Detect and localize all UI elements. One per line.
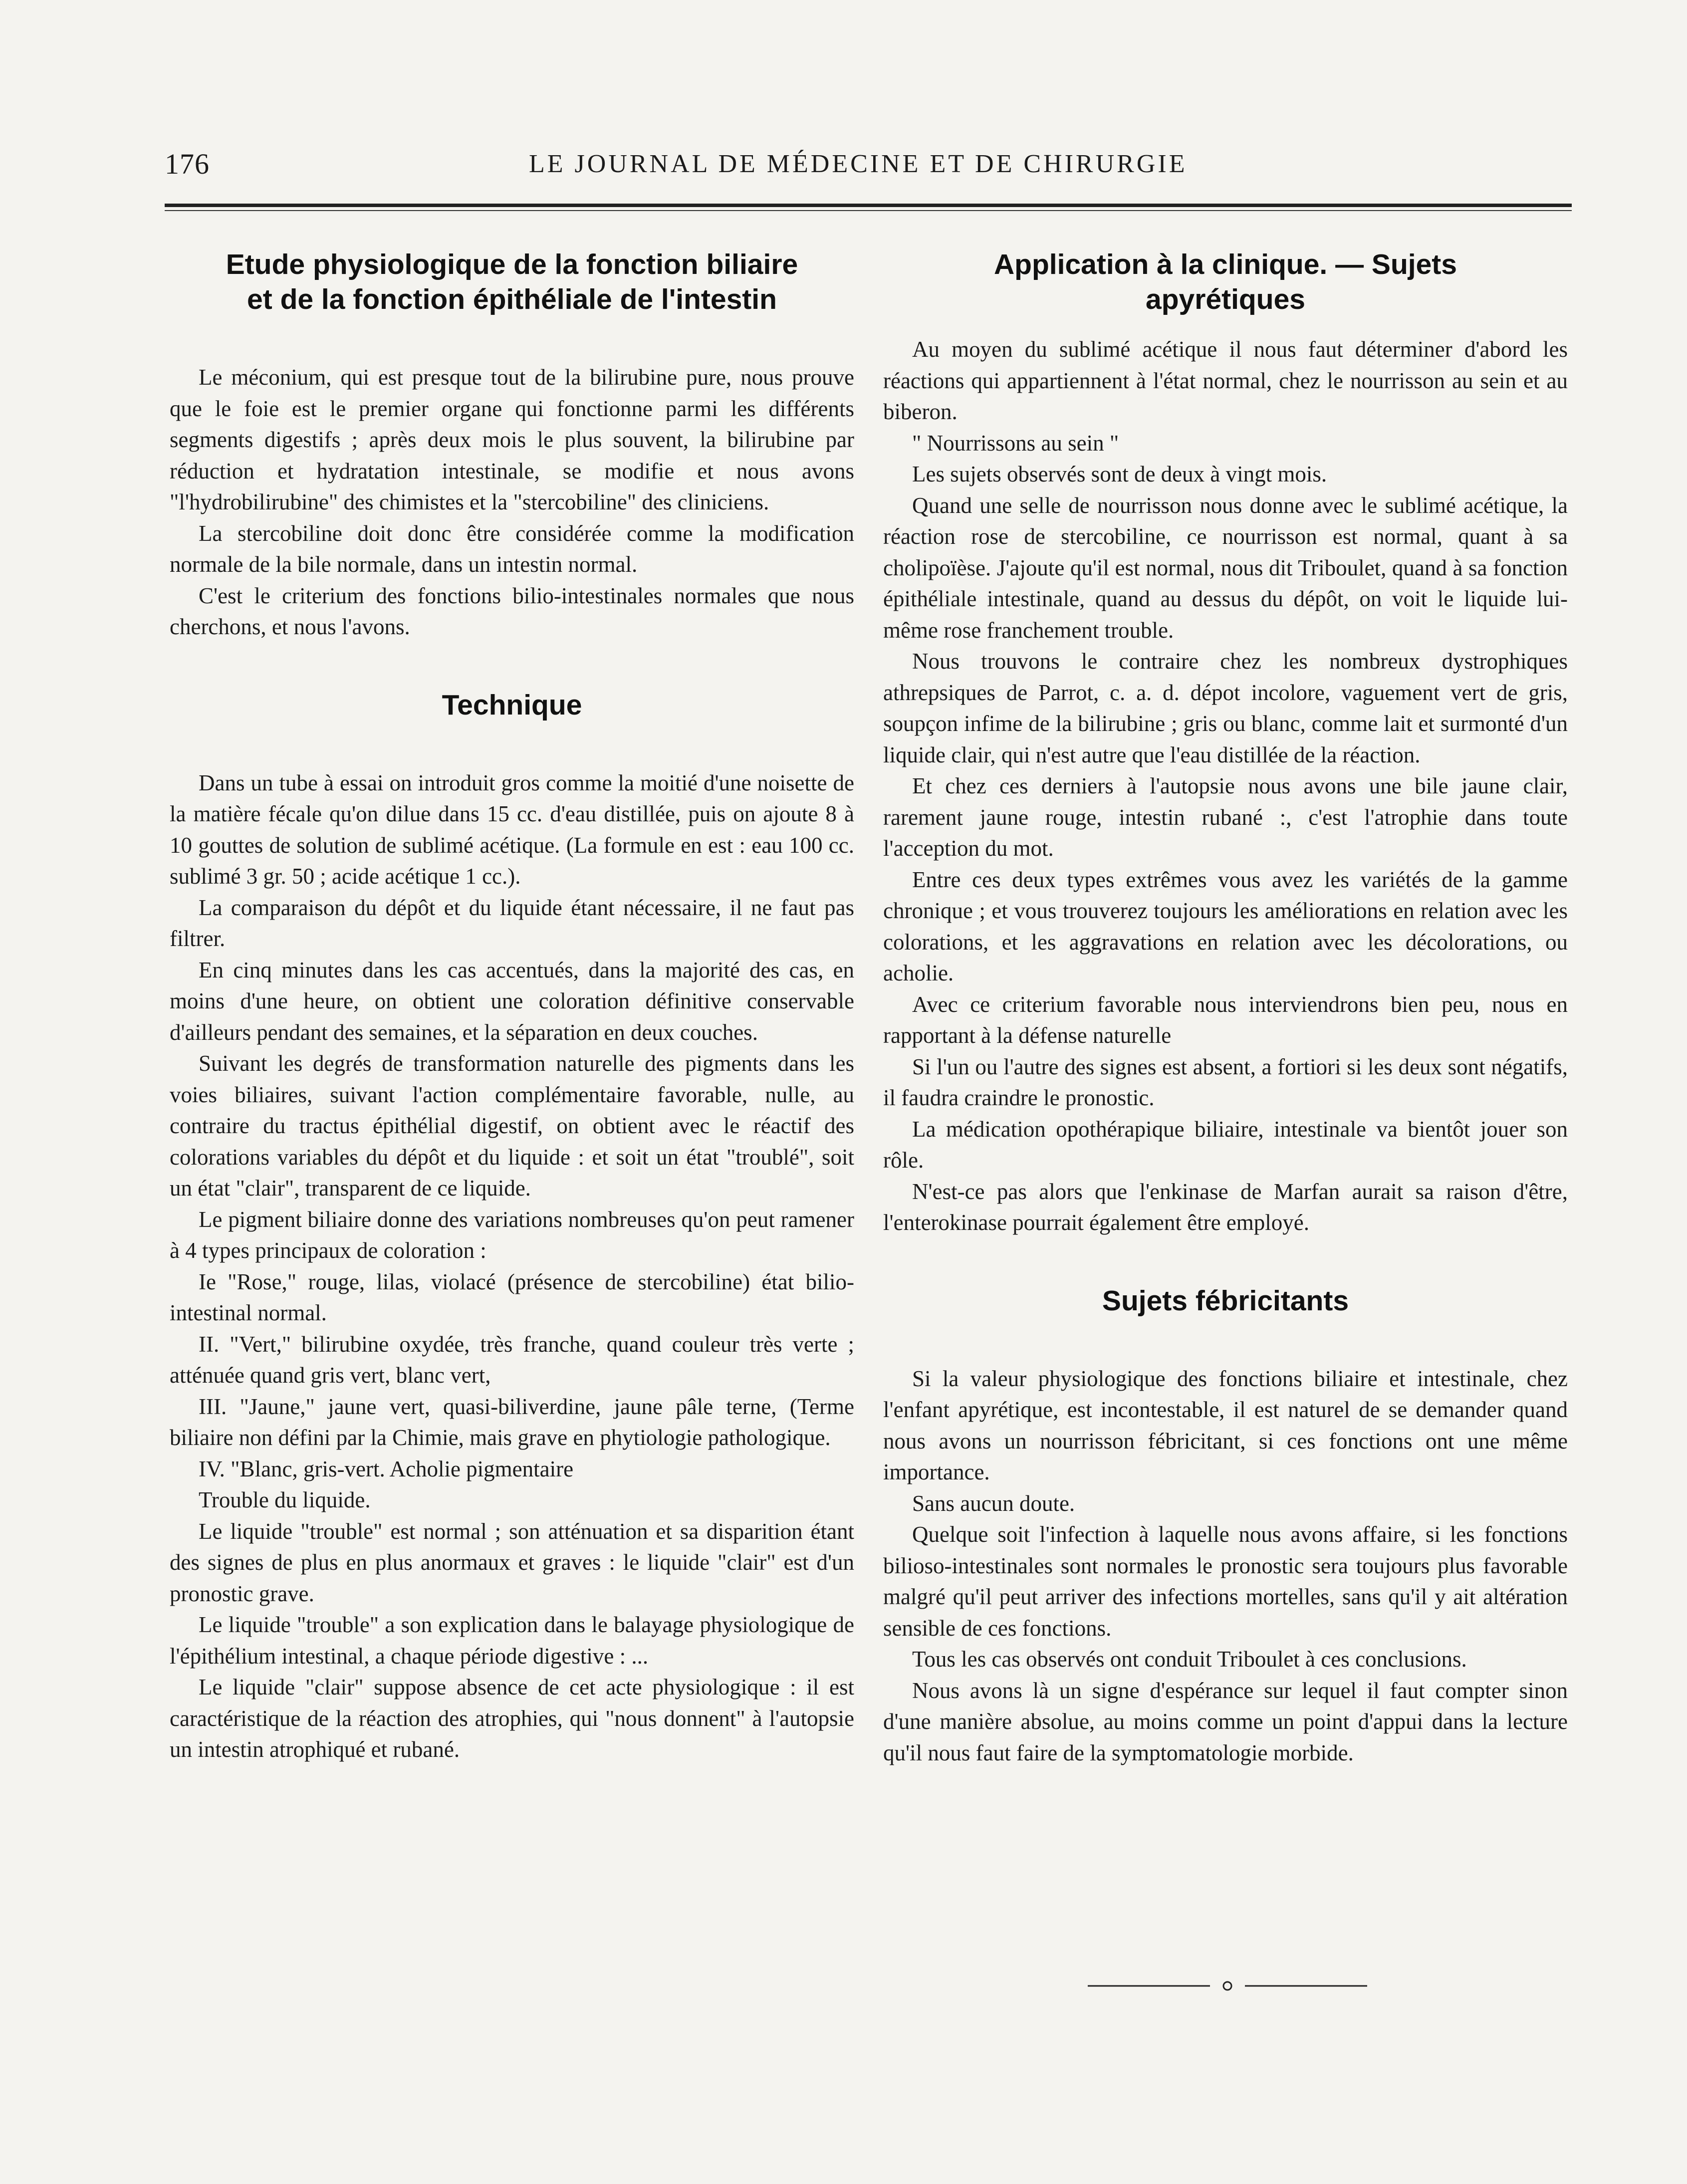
page-header	[165, 147, 1572, 192]
paragraph: Le liquide "trouble" a son explication dans le balayage physiologique de l'épithélium intestinal, a chaque période digestive : ...	[170, 1612, 854, 1669]
paragraph: Entre ces deux types extrêmes vous avez les variétés de la gamme chronique ; et vous trouverez toujours les améliorations en relation avec les colorations, et les aggravations en relation avec les décolorations, ou acholie.	[883, 867, 1568, 985]
end-ornament	[1088, 1981, 1367, 1991]
right-column	[883, 247, 1568, 1768]
paragraph: Tous les cas observés ont conduit Triboulet à ces conclusions.	[912, 1647, 1467, 1672]
paragraph: Si la valeur physiologique des fonctions biliaire et intestinale, chez l'enfant apyrétique, est incontestable, il est naturel de se demander quand nous avons un nourrisson fébricitant, si ces fonctions ont une même importance.	[883, 1366, 1568, 1484]
paragraph: " Nourrissons au sein "	[912, 430, 1119, 456]
paragraph: Suivant les degrés de transformation naturelle des pigments dans les voies biliaires, suivant l'action complémentaire favorable, nulle, au contraire du tractus épithélial digestif, on obtient avec le réactif des colorations variables du dépôt et du liquide : et soit un état "troublé", soit un état "clair", transparent de ce liquide.	[170, 1051, 854, 1201]
paragraph: Sans aucun doute.	[912, 1490, 1075, 1516]
paragraph: Quand une selle de nourrisson nous donne avec le sublimé acétique, la réaction rose de stercobiline, ce nourrisson est normal, quant à sa cholipoïèse. J'ajoute qu'il est normal, nous dit Triboulet, quand à sa fonction épithéliale intestinale, quand au dessus du dépôt, on voit le liquide lui-même rose franchement trouble.	[883, 492, 1568, 643]
paragraph: Au moyen du sublimé acétique il nous faut déterminer d'abord les réactions qui appartiennent à l'état normal, chez le nourrisson au sein et au biberon.	[883, 337, 1568, 424]
list-item: Ie "Rose," rouge, lilas, violacé (présence de stercobiline) état bilio-intestinal normal.	[170, 1269, 854, 1325]
paragraph: Et chez ces derniers à l'autopsie nous avons une bile jaune clair, rarement jaune rouge, intestin rubané :, c'est l'atrophie dans toute l'acception du mot.	[883, 773, 1568, 861]
left-column	[170, 247, 854, 1765]
paragraph: Dans un tube à essai on introduit gros comme la moitié d'une noisette de la matière fécale qu'on dilue dans 15 cc. d'eau distillée, puis on ajoute 8 à 10 gouttes de solution de sublimé acétique. (La formule en est : eau 100 cc. sublimé 3 gr. 50 ; acide acétique 1 cc.).	[170, 770, 854, 889]
paragraph: Le liquide "trouble" est normal ; son atténuation et sa disparition étant des signes de plus en plus anormaux et graves : le liquide "clair" est d'un pronostic grave.	[170, 1518, 854, 1606]
paragraph: Le méconium, qui est presque tout de la bilirubine pure, nous prouve que le foie est le premier organe qui fonctionne parmi les différents segments digestifs ; après deux mois le plus souvent, la bilirubine par réduction et hydratation intestinale, se modifie et nous avons "l'hydrobilirubine" des chimistes et la "stercobiline" des cliniciens.	[170, 365, 854, 514]
list-item: II. "Vert," bilirubine oxydée, très franche, quand couleur très verte ; atténuée quand gris vert, blanc vert,	[170, 1331, 854, 1388]
paragraph: Nous avons là un signe d'espérance sur lequel il faut compter sinon d'une manière absolue, au moins comme un point d'appui dans la lecture qu'il nous faut faire de la symptomatologie morbide.	[883, 1678, 1568, 1765]
page-number: 176	[165, 148, 210, 180]
list-item: III. "Jaune," jaune vert, quasi-biliverdine, jaune pâle terne, (Terme biliaire non défini par la Chimie, mais grave en phytiologie pathologique.	[170, 1394, 854, 1450]
section-title-technique: Technique	[442, 689, 582, 721]
paragraph: N'est-ce pas alors que l'enkinase de Marfan aurait sa raison d'être, l'enterokinase pourrait également être employé.	[883, 1179, 1568, 1235]
paragraph: Les sujets observés sont de deux à vingt mois.	[912, 462, 1327, 486]
paragraph: Le liquide "clair" suppose absence de cet acte physiologique : il est caractéristique de la réaction des atrophies, qui "nous donnent" à l'autopsie un intestin atrophiqué et rubané.	[170, 1675, 854, 1762]
journal-title: LE JOURNAL DE MÉDECINE ET DE CHIRURGIE	[529, 150, 1188, 178]
header-rule	[165, 204, 1572, 211]
section-title-application: Application à la clinique. — Sujets apyrétiques	[993, 248, 1457, 315]
paragraph: La comparaison du dépôt et du liquide étant nécessaire, il ne faut pas filtrer.	[170, 895, 854, 951]
paragraph: La stercobiline doit donc être considérée comme la modification normale de la bile normale, dans un intestin normal.	[170, 520, 854, 577]
section-title-etude: Etude physiologique de la fonction biliaire et de la fonction épithéliale de l'intestin	[226, 248, 798, 315]
paragraph: Nous trouvons le contraire chez les nombreux dystrophiques athrepsiques de Parrot, c. a. d. dépot incolore, vaguement vert de gris, soupçon infime de la bilirubine ; gris ou blanc, comme lait et surmonté d'un liquide clair, qui n'est autre que l'eau distillée de la réaction.	[883, 649, 1568, 767]
paragraph: Si l'un ou l'autre des signes est absent, a fortiori si les deux sont négatifs, il faudra craindre le pronostic.	[883, 1054, 1568, 1110]
section-title-sujets-febricitants: Sujets fébricitants	[1102, 1284, 1349, 1317]
paragraph: Trouble du liquide.	[199, 1487, 371, 1512]
paragraph: C'est le criterium des fonctions bilio-intestinales normales que nous cherchons, et nous l'avons.	[170, 583, 854, 639]
paragraph: Avec ce criterium favorable nous interviendrons bien peu, nous en rapportant à la défense naturelle	[883, 991, 1568, 1048]
paragraph: Quelque soit l'infection à laquelle nous avons affaire, si les fonctions bilioso-intestinales sont normales le pronostic sera toujours plus favorable malgré qu'il peut arriver des infections mortelles, sans qu'il y ait altération sensible de ces fonctions.	[883, 1522, 1568, 1641]
paragraph: Le pigment biliaire donne des variations nombreuses qu'on peut ramener à 4 types principaux de coloration :	[170, 1207, 854, 1263]
list-item: IV. "Blanc, gris-vert. Acholie pigmentaire	[199, 1456, 574, 1481]
paragraph: La médication opothérapique biliaire, intestinale va bientôt jouer son rôle.	[883, 1116, 1568, 1173]
paragraph: En cinq minutes dans les cas accentués, dans la majorité des cas, en moins d'une heure, on obtient une coloration définitive conservable d'ailleurs pendant des semaines, et la séparation en deux couches.	[170, 957, 854, 1045]
